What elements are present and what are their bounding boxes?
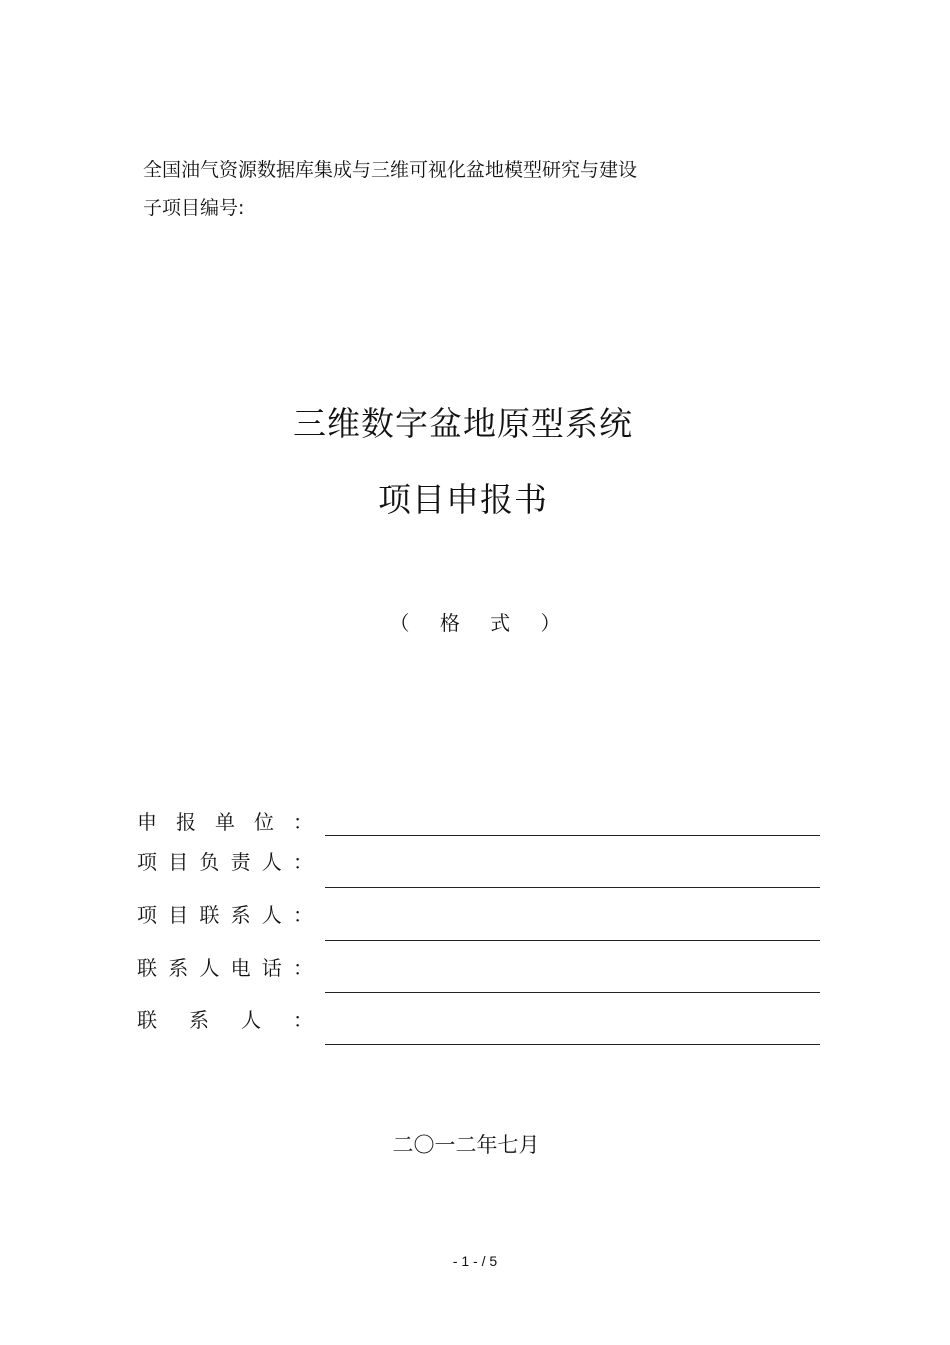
- field-label: [137, 952, 313, 984]
- label-char: 电: [230, 956, 251, 980]
- field-label: [137, 846, 313, 878]
- fill-in-line[interactable]: [325, 992, 820, 993]
- field-contact-phone: [137, 952, 820, 992]
- format-close-paren: ）: [540, 611, 561, 635]
- page-number: - 1 - / 5: [452, 1253, 498, 1269]
- label-char: 联: [137, 956, 157, 980]
- label-char: 联: [137, 1008, 157, 1032]
- label-char: 项: [137, 903, 157, 927]
- field-project-contact: [137, 899, 820, 939]
- fill-in-line[interactable]: [325, 835, 820, 836]
- label-char: 人: [261, 850, 282, 874]
- fill-in-line[interactable]: [325, 887, 820, 888]
- document-subtitle: 项目申报书: [378, 480, 548, 519]
- label-char: 系: [168, 956, 189, 980]
- label-char: 系: [189, 1008, 209, 1032]
- label-char: ：: [292, 903, 313, 927]
- label-char: ：: [293, 1008, 313, 1032]
- format-char-2: 式: [490, 611, 511, 635]
- label-char: 目: [168, 903, 189, 927]
- field-label: [137, 1004, 313, 1036]
- label-char: 项: [137, 850, 157, 874]
- label-char: 人: [261, 903, 282, 927]
- field-applicant-unit: [137, 806, 820, 846]
- label-char: 联: [199, 903, 220, 927]
- field-project-leader: [137, 846, 820, 886]
- field-label: [137, 806, 313, 838]
- label-char: 话: [261, 956, 282, 980]
- label-char: 系: [230, 903, 251, 927]
- format-label: [0, 608, 950, 638]
- document-date: 二〇一二年七月: [392, 1133, 540, 1157]
- project-title: 全国油气资源数据库集成与三维可视化盆地模型研究与建设: [143, 159, 638, 181]
- label-char: ：: [292, 956, 313, 980]
- label-char: 目: [168, 850, 189, 874]
- label-char: 申: [137, 810, 157, 834]
- document-title: 三维数字盆地原型系统: [293, 404, 633, 443]
- format-char-1: 格: [439, 611, 460, 635]
- field-contact-person: [137, 1004, 820, 1044]
- label-char: 人: [199, 956, 220, 980]
- fill-in-line[interactable]: [325, 940, 820, 941]
- label-char: 位: [254, 810, 274, 834]
- sub-project-number-label: 子项目编号:: [143, 197, 245, 219]
- label-char: ：: [293, 810, 313, 834]
- label-char: 责: [230, 850, 251, 874]
- label-char: 单: [215, 810, 235, 834]
- label-char: 人: [241, 1008, 261, 1032]
- format-open-paren: （: [389, 611, 410, 635]
- fill-in-line[interactable]: [325, 1044, 820, 1045]
- label-char: 负: [199, 850, 220, 874]
- field-label: [137, 899, 313, 931]
- label-char: 报: [176, 810, 196, 834]
- label-char: ：: [292, 850, 313, 874]
